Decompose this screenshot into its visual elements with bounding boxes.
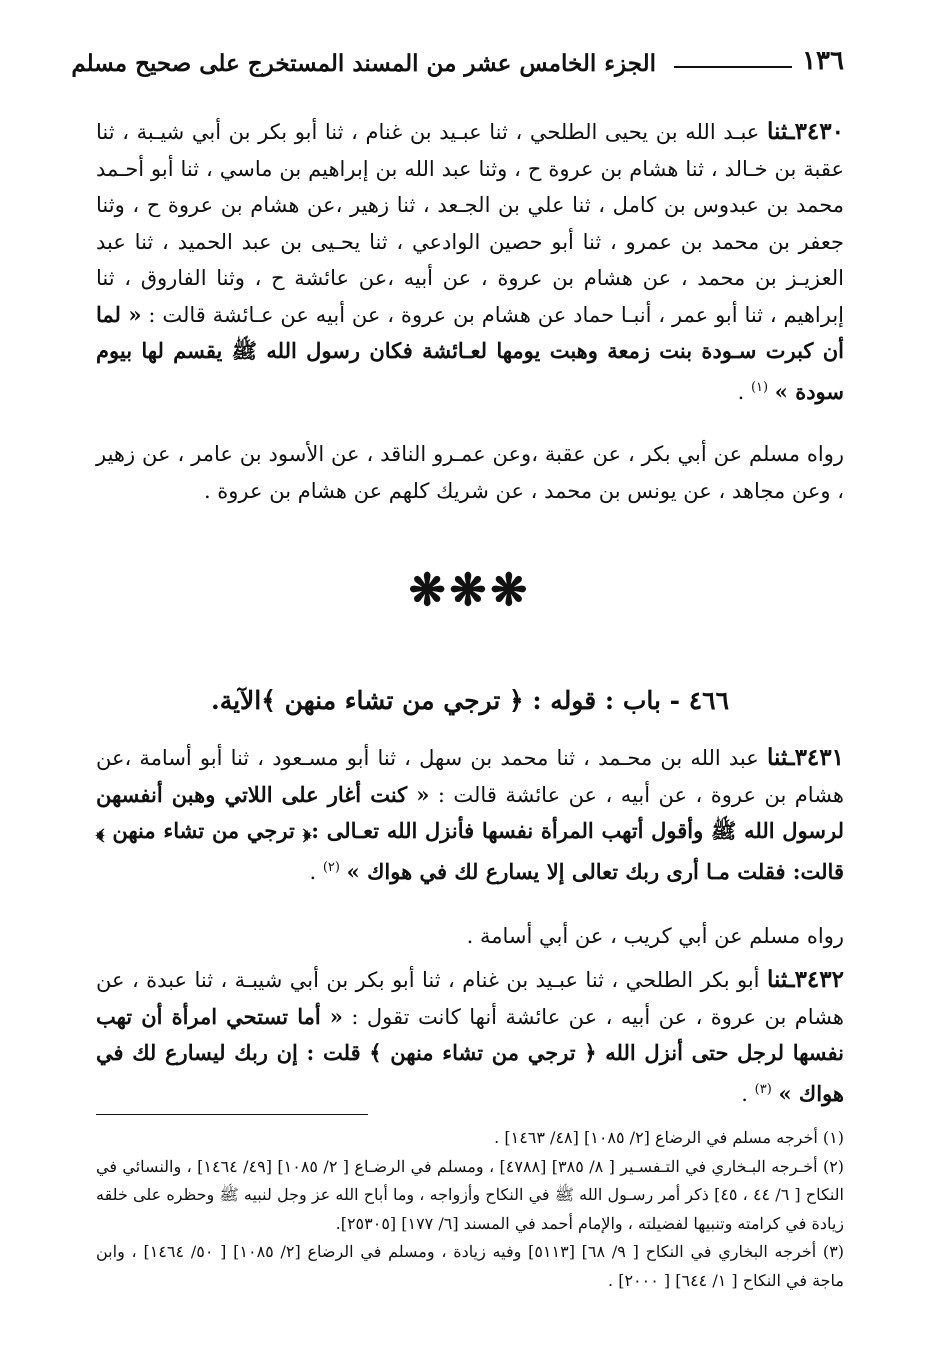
isnad-text: عبـد الله بن يحيى الطلحي ، ثنا عبـيد بن غنام ، ثنا أبو بكر بن أبي شيـبة ، ثنا عقبة بن خـالد ، ثنا هشام بن عروة ح ، وثنا عبد الله بن إبراهيم بن ماسي ، ثنا أبو أحـمد محمد بن عبدوس بن كامل ، ثنا علي بن الجـعد ، ثنا زهير ،عن هشام بن عروة ح ، وثنا جعفر بن محمد بن عمرو ، ثنا أبو حصين الوادعي ، ثنا يحـيى بن عبد الحميد ، ثنا عبد العزيـز بن محمد ، عن هشام بن عروة ، عن أبيه ،عن عائشة ح ، وثنا الفاروق ، ثنا إبراهيم ، ثنا أبو عمر ، أنبـا حماد عن هشام بن عروة ، عن أبيه عن عـائشة قالت :	[96, 120, 845, 327]
footnote-separator	[96, 1114, 368, 1115]
hadith-3432	[96, 962, 844, 1112]
sentence-end: .	[737, 379, 751, 404]
matn-text: « أما تستحي امرأة أن تهب نفسها لرجل حتى أنزل الله ﴿ ترجي من تشاء منهن ﴾ قلت : إن ربك ليسارع لك في هواك »	[96, 1003, 844, 1106]
riwaya-3430: رواه مسلم عن أبي بكر ، عن عقبة ،وعن عمـرو الناقد ، عن الأسود بن عامر ، عن زهير ، وعن مجاهد ، عن يونس بن محمد ، عن شريك كلهم عن هشام بن عروة .	[96, 442, 844, 503]
matn-text: « لما أن كبرت سـودة بنت زمعة وهبت يومها لعـائشة فكان رسول الله ﷺ يقسم لها بيوم سودة »	[96, 301, 844, 404]
chapter-heading: ٤٦٦ - باب : قوله : ﴿ ترجي من تشاء منهن ﴾الآية.	[210, 686, 730, 715]
footnotes	[96, 1124, 844, 1295]
footnote-1: (١) أخرجه مسلم في الرضاع [٢/ ١٠٨٥] [٤٨/ ١٤٦٣] .	[494, 1128, 844, 1147]
narration-word: ـثنا	[766, 118, 795, 145]
isnad-text: عبد الله بن محـمد ، ثنا محمد بن سهل ، ثنا أبو مسـعود ، ثنا أبو أسامة ،عن هشام بن عروة ، عن أبيه ، عن عائشة قالت :	[96, 746, 845, 807]
footnote-ref: (٢)	[322, 859, 340, 875]
page-header	[71, 44, 844, 84]
section-divider-ornament: ❋❋❋	[408, 565, 532, 616]
running-title: الجزء الخامس عشر من المسند المستخرج على صحيح مسلم	[71, 50, 656, 77]
footnote-ref: (٣)	[754, 1081, 772, 1097]
isnad-text: أبو بكر الطلحي ، ثنا عبـيد بن غنام ، ثنا أبو بكر بن أبي شيبـة ، ثنا عبدة ، عن هشام بن عروة ، عن أبيه ، عن عائشة أنها كانت تقول :	[96, 968, 845, 1029]
header-rule	[674, 66, 792, 68]
footnote-3: (٣) أخرجه البخاري في النكاح [ ٩/ ٦٨] [٥١١٣] وفيه زيادة ، ومسلم في الرضاع [٢/ ١٠٨٥] [ ٥٠/ ١٤٦٤] ، وابن ماجة في النكاح [ ١/ ٦٤٤] [ ٢٠٠٠] .	[96, 1242, 845, 1290]
footnote-2: (٢) أخـرجه البـخاري في التـفسـير [ ٨/ ٣٨٥] [٤٧٨٨] ، ومسلم في الرضـاع [ ٢/ ١٠٨٥] [٤٩/ ١٤٦٤] ، والنسائي في النكاح [ ٦/ ٤٤ ، ٤٥] ذكر أمر رسـول الله ﷺ في النكاح وأزواجه ، وما أباح الله عز وجل لنبيه ﷺ وحظره على خلقه زيادة في كرامته وتنبيها لفضيلته ، والإمام أحمد في المسند [٦/ ١٧٧] [٢٥٣٠٥].	[96, 1156, 845, 1233]
narration-word: ـثنا	[766, 966, 795, 993]
riwaya-3431: رواه مسلم عن أبي كريب ، عن أبي أسامة .	[466, 924, 844, 948]
matn-text: « كنت أغار على اللاتي وهبن أنفسهن لرسول الله ﷺ وأقول أتهب المرأة نفسها فأنزل الله تعـالى :﴿ ترجي من تشاء منهن ﴾ قالت: فقلت مـا أرى ربك تعالى إلا يسارع لك في هواك »	[96, 781, 844, 884]
hadith-number: ٣٤٣٠	[794, 118, 844, 145]
narration-word: ـثنا	[766, 744, 795, 771]
hadith-number: ٣٤٣٢	[794, 966, 844, 993]
hadith-3430	[96, 114, 844, 410]
sentence-end: .	[741, 1081, 755, 1106]
hadith-3431	[96, 740, 844, 890]
hadith-number: ٣٤٣١	[794, 744, 844, 771]
page-number: ١٣٦	[802, 46, 844, 76]
sentence-end: .	[309, 859, 323, 884]
footnote-ref: (١)	[750, 379, 769, 395]
